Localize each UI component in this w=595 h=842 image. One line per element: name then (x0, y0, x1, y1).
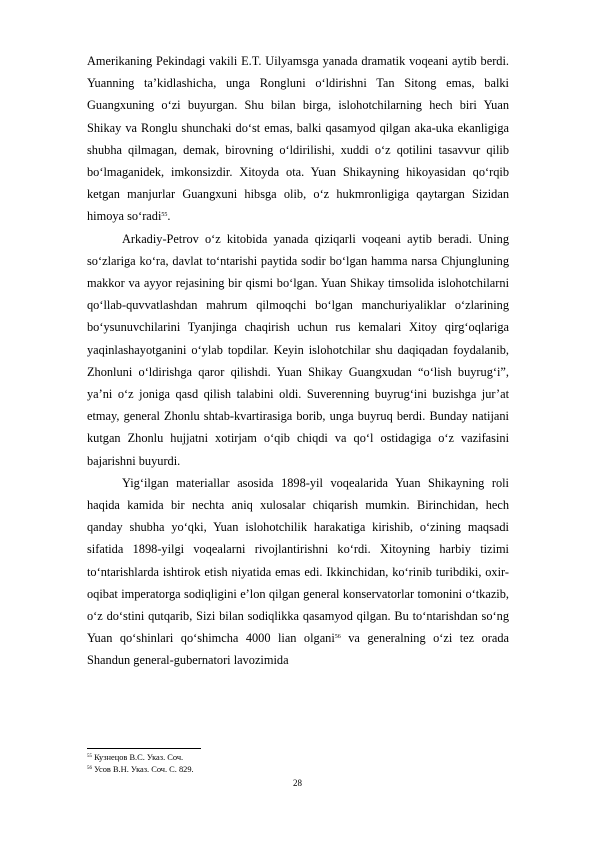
paragraph-3-tail: va generalning o‘zi tez orada Shandun general-gubernatori lavozimida (87, 631, 509, 668)
footnote-number: 56 (87, 766, 92, 771)
footnote-number: 55 (87, 754, 92, 759)
footnotes (87, 752, 509, 776)
footnote-ref-55[interactable]: 55 (161, 212, 168, 219)
paragraph-3-text: Yig‘ilgan materiallar asosida 1898-yil voqealarida Yuan Shikayning roli haqida kamida bir nechta aniq xulosalar chiqarish mumkin. Birinchidan, hech qanday shubha yo‘qki, Yuan islohotchilik harakatiga kirishib, o‘zining maqsadi sifatida 1898-yilgi voqealarni rivojlantirishni ko‘rdi. Xitoyning harbiy tizimi to‘ntarishlarda ishtirok etish niyatida emas edi. Ikkinchidan, ko‘rinib turibdiki, oxir-oqibat imperatorga sodiqligini e’lon qilgan general konservatorlar tomonini o‘tkazib, o‘z do‘stini qutqarib, Sizi bilan sodiqlikka qasamyod qilgan. Bu to‘ntarishdan so‘ng Yuan qo‘shinlari qo‘shimcha 4000 lian olgani (87, 475, 509, 646)
footnote-55 (87, 752, 509, 764)
page-number: 28 (293, 778, 302, 788)
paragraph-3 (87, 472, 509, 672)
paragraph-1-tail: . (167, 209, 171, 224)
paragraph-2 (87, 228, 509, 472)
page-body (87, 50, 509, 672)
footnote-56 (87, 764, 509, 776)
footnote-text: Кузнецов В.С. Указ. Соч. (94, 753, 184, 762)
paragraph-2-text: Arkadiy-Petrov o‘z kitobida yanada qiziqarli voqeani aytib beradi. Uning so‘zlariga ko‘ra, davlat to‘ntarishi paytida sodir bo‘lgan hamma narsa Chjungluning makkor va ayyor rejasining bir qismi bo‘lgan. Yuan Shikay timsolida islohotchilarni qo‘llab-quvvatlashdan mahrum qilmoqchi bo‘lgan manchuriyaliklar o‘zlarining bo‘ysunuvchilarini Tyanjinga chaqirish uchun rus kemalari Xitoy qirg‘oqlariga yaqinlashayotganini o‘ylab topdilar. Keyin islohotchilar shu daqiqadan foydalanib, Zhonluni o‘ldirishga qaror qilishdi. Yuan Shikay Guangxudan “o‘lish buyrug‘i”, ya’ni o‘z joniga qasd qilish talabini oldi. Suverenning buyrug‘ini buzishga jur’at etmay, general Zhonlu shtab-kvartirasiga borib, unga buyruq berdi. Bunday natijani kutgan Zhonlu hujjatni xotirjam o‘qib chiqdi va qo‘l ostidagiga o‘z vazifasini bajarishni buyurdi. (87, 231, 509, 468)
paragraph-1 (87, 50, 509, 228)
footnote-ref-56[interactable]: 56 (334, 634, 341, 641)
footnote-separator (87, 748, 201, 749)
paragraph-1-text: Amerikaning Pekindagi vakili E.T. Uilyamsga yanada dramatik voqeani aytib berdi. Yuanning ta’kidlashicha, unga Rongluni o‘ldirishni Tan Sitong emas, balki Guangxuning o‘zi buyurgan. Shu bilan birga, islohotchilarning hech biri Yuan Shikay va Ronglu shunchaki do‘st emas, balki qasamyod qilgan aka-uka ekanligiga shubha qilmagan, demak, birovning o‘ldirilishi, xuddi o‘z qotilini tasavvur qilib bo‘lmaganidek, imkonsizdir. Xitoyda ota. Yuan Shikayning hikoyasidan qo‘rqib ketgan manjurlar Guangxuni hibsga olib, o‘z hukmronligiga qaytargan Sizidan himoya so‘radi (87, 54, 509, 224)
footnote-text: Усов В.Н. Указ. Соч. С. 829. (94, 765, 194, 774)
